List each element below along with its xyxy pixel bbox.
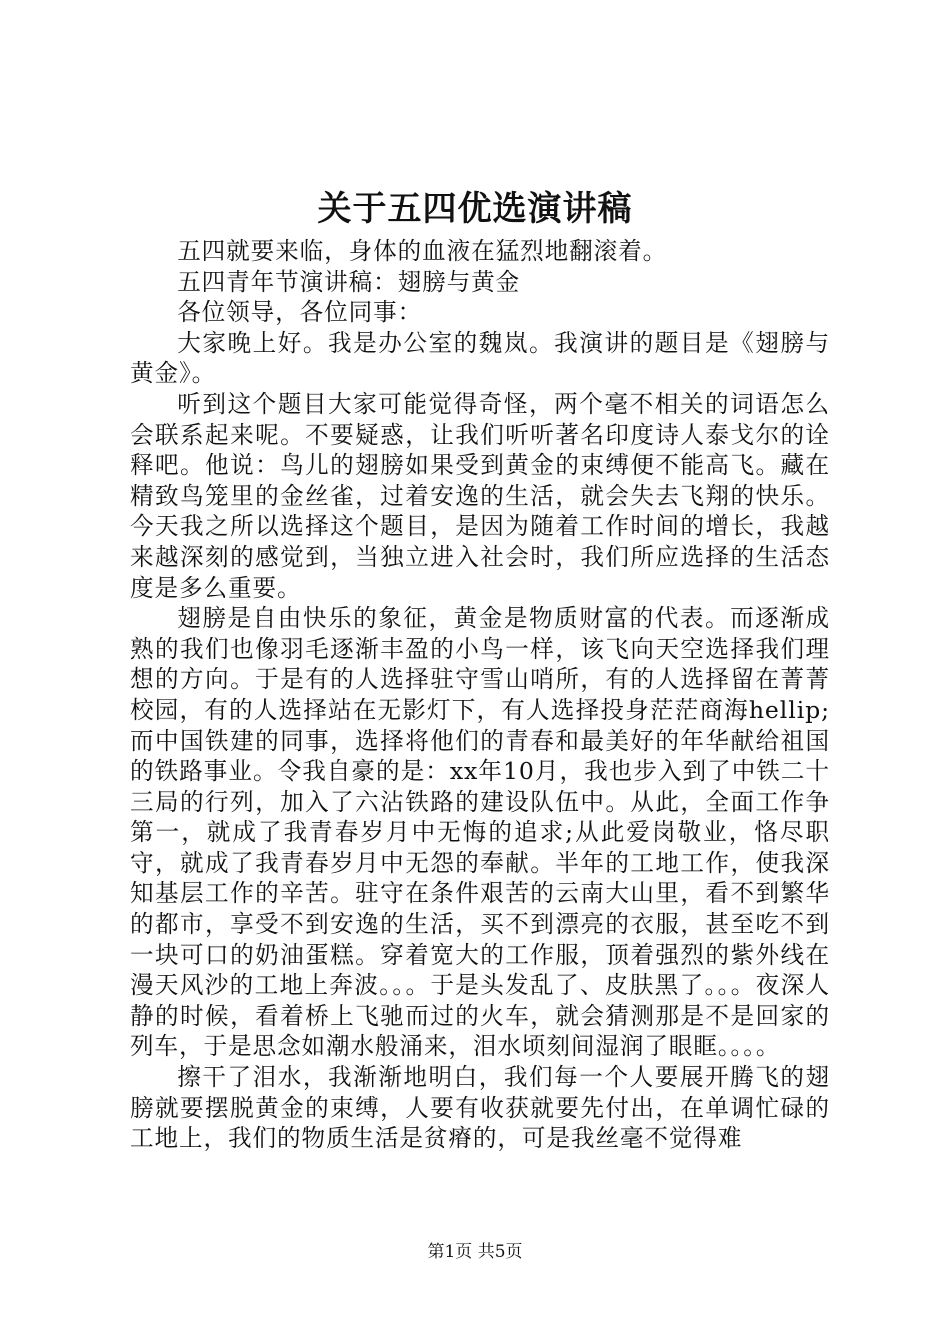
- paragraph: 擦干了泪水，我渐渐地明白，我们每一个人要展开腾飞的翅膀就要摆脱黄金的束缚，人要有收获就要先付出，在单调忙碌的工地上，我们的物质生活是贫瘠的，可是我丝毫不觉得难: [130, 1063, 830, 1153]
- page-number-footer: 第1页 共5页: [427, 1242, 523, 1262]
- paragraph: 翅膀是自由快乐的象征，黄金是物质财富的代表。而逐渐成熟的我们也像羽毛逐渐丰盈的小鸟一样，该飞向天空选择我们理想的方向。于是有的人选择驻守雪山哨所，有的人选择留在菁菁校园，有的人选择站在无影灯下，有人选择投身茫茫商海hellip;而中国铁建的同事，选择将他们的青春和最美好的年华献给祖国的铁路事业。令我自豪的是：xx年10月，我也步入到了中铁二十三局的行列，加入了六沾铁路的建设队伍中。从此，全面工作争第一，就成了我青春岁月中无悔的追求;从此爱岗敬业，恪尽职守，就成了我青春岁月中无怨的奉献。半年的工地工作，使我深知基层工作的辛苦。驻守在条件艰苦的云南大山里，看不到繁华的都市，享受不到安逸的生活，买不到漂亮的衣服，甚至吃不到一块可口的奶油蛋糕。穿着宽大的工作服，顶着强烈的紫外线在漫天风沙的工地上奔波。。。于是头发乱了、皮肤黑了。。。夜深人静的时候，看着桥上飞驰而过的火车，就会猜测那是不是回家的列车，于是思念如潮水般涌来，泪水顷刻间湿润了眼眶。。。。: [130, 604, 830, 1061]
- paragraph: 大家晚上好。我是办公室的魏岚。我演讲的题目是《翅膀与黄金》。: [130, 328, 830, 388]
- paragraph: 五四青年节演讲稿：翅膀与黄金: [177, 267, 521, 296]
- paragraph: 五四就要来临，身体的血液在猛烈地翻滚着。: [177, 237, 668, 265]
- paragraph: 各位领导，各位同事：: [177, 298, 423, 327]
- paragraph: 听到这个题目大家可能觉得奇怪，两个毫不相关的词语怎么会联系起来呢。不要疑惑，让我们听听著名印度诗人泰戈尔的诠释吧。他说：鸟儿的翅膀如果受到黄金的束缚便不能高飞。藏在精致鸟笼里的金丝雀，过着安逸的生活，就会失去飞翔的快乐。今天我之所以选择这个题目，是因为随着工作时间的增长，我越来越深刻的感觉到，当独立进入社会时，我们所应选择的生活态度是多么重要。: [130, 389, 830, 602]
- document-body: [130, 236, 830, 1154]
- document-title: 关于五四优选演讲稿: [317, 189, 633, 229]
